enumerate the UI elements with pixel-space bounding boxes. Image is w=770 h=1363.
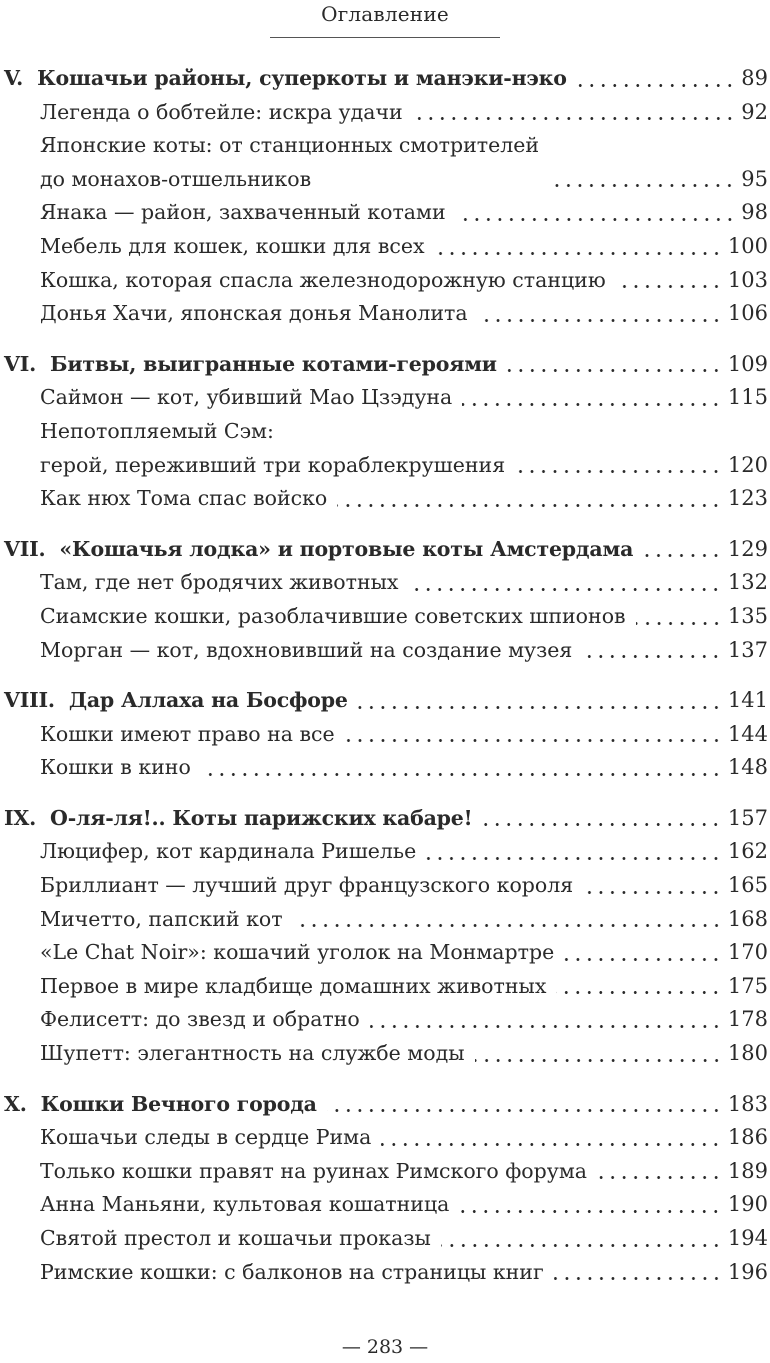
entry-title: Первое в мире кладбище домашних животных (40, 973, 547, 998)
table-of-contents (4, 62, 768, 1306)
chapter-title-text: Кошачьи районы, суперкоты и манэки-нэко (37, 66, 567, 90)
toc-entry (4, 96, 768, 130)
dot-leader (577, 84, 736, 87)
entry-title: Донья Хачи, японская донья Манолита (40, 301, 468, 326)
dot-leader (426, 857, 722, 860)
dot-leader (456, 218, 736, 221)
entry-page-number: 95 (741, 166, 768, 191)
dot-leader (636, 622, 722, 625)
entry-title: Легенда о бобтейле: искра удачи (40, 99, 403, 124)
entry-title: Только кошки правят на руинах Римского форума (40, 1158, 588, 1183)
chapter-number: V. (4, 66, 24, 90)
toc-entry (4, 1121, 768, 1155)
chapter-number: VIII. (4, 688, 55, 713)
toc-entry (4, 970, 768, 1004)
dot-leader (293, 924, 722, 927)
entry-page-number: 103 (727, 267, 768, 292)
entry-page-number: 180 (727, 1041, 768, 1066)
entry-title: «Le Chat Noir»: кошачий уголок на Монмартре (40, 940, 555, 965)
entry-title: Кошка, которая спасла железнодорожную станцию (40, 267, 606, 292)
entry-page-number: 186 (727, 1125, 768, 1150)
entry-title: Там, где нет бродячих животных (40, 570, 399, 595)
dot-leader (482, 823, 721, 826)
dot-leader (582, 655, 722, 658)
chapter-page-number: 89 (741, 66, 768, 90)
toc-entry (4, 1037, 768, 1071)
header-rule (270, 37, 500, 38)
entry-page-number: 106 (727, 301, 768, 326)
dot-leader (507, 369, 722, 372)
chapter-page-number: 109 (727, 351, 768, 376)
entry-page-number: 144 (727, 721, 768, 746)
chapter-section (4, 533, 768, 667)
toc-entry (4, 566, 768, 600)
toc-entry (4, 415, 768, 482)
entry-page-number: 123 (727, 486, 768, 511)
entry-title: Непотопляемый Сэм: герой, переживший три кораблекрушения (40, 418, 506, 477)
chapter-title (4, 348, 497, 382)
entry-page-number: 175 (727, 973, 768, 998)
chapter-title (4, 533, 633, 567)
toc-entry (4, 903, 768, 937)
toc-entry (4, 196, 768, 230)
dot-leader (583, 891, 722, 894)
entry-page-number: 165 (727, 873, 768, 898)
entry-page-number: 115 (727, 385, 768, 410)
entry-page-number: 137 (727, 637, 768, 662)
dot-leader (327, 1109, 722, 1112)
entry-page-number: 168 (727, 906, 768, 931)
chapter-title-text: «Кошачья лодка» и портовые коты Амстердама (59, 536, 634, 561)
toc-entry (4, 129, 768, 196)
chapter-number: VII. (4, 536, 46, 561)
toc-entry (4, 751, 768, 785)
entry-title: Как нюх Тома спас войско (40, 486, 328, 511)
dot-leader (462, 403, 722, 406)
toc-entry (4, 1003, 768, 1037)
chapter-title-text: Битвы, выигранные котами-героями (50, 351, 497, 376)
toc-entry (4, 1222, 768, 1256)
entry-title: Римские кошки: с балконов на страницы книг (40, 1259, 544, 1284)
dot-leader (556, 991, 722, 994)
toc-entry (4, 718, 768, 752)
dot-leader (616, 285, 722, 288)
dot-leader (337, 504, 722, 507)
dot-leader (475, 1059, 722, 1062)
chapter-page-number: 141 (727, 688, 768, 713)
entry-title: Фелисетт: до звезд и обратно (40, 1007, 360, 1032)
toc-entry (4, 297, 768, 331)
dot-leader (459, 1210, 722, 1213)
entry-page-number: 190 (727, 1192, 768, 1217)
entry-title: Кошачьи следы в сердце Рима (40, 1125, 372, 1150)
entry-title: Мебель для кошек, кошки для всех (40, 233, 425, 258)
dot-leader (478, 319, 722, 322)
dot-leader (435, 252, 722, 255)
entry-page-number: 162 (727, 839, 768, 864)
toc-entry (4, 1188, 768, 1222)
entry-page-number: 196 (727, 1259, 768, 1284)
chapter-heading (4, 802, 768, 836)
dot-leader (370, 1025, 722, 1028)
entry-page-number: 135 (727, 603, 768, 628)
chapter-heading (4, 684, 768, 718)
entry-page-number: 178 (727, 1007, 768, 1032)
entry-title: Мичетто, папский кот (40, 906, 283, 931)
entry-title: Японские коты: от станционных смотрителей до монахов-отшельников (40, 133, 540, 191)
chapter-title (4, 62, 567, 96)
dot-leader (358, 706, 722, 709)
chapter-section (4, 348, 768, 516)
chapter-page-number: 183 (727, 1091, 768, 1116)
entry-page-number: 148 (727, 755, 768, 780)
dot-leader (549, 184, 735, 187)
toc-entry (4, 835, 768, 869)
toc-entry (4, 600, 768, 634)
entry-page-number: 92 (741, 99, 768, 124)
entry-title: Янака — район, захваченный котами (40, 200, 446, 225)
chapter-heading (4, 533, 768, 567)
toc-entry (4, 1155, 768, 1189)
toc-entry (4, 264, 768, 298)
dot-leader (643, 554, 722, 557)
dot-leader (564, 958, 722, 961)
running-head-title: Оглавление (321, 2, 449, 26)
chapter-section (4, 62, 768, 331)
entry-title: Святой престол и кошачьи проказы (40, 1226, 431, 1250)
dot-leader (413, 117, 736, 120)
chapter-section (4, 684, 768, 785)
chapter-page-number: 129 (727, 536, 768, 561)
entry-title: Сиамские кошки, разоблачившие советских шпионов (40, 603, 626, 628)
dot-leader (201, 773, 722, 776)
dot-leader (345, 739, 722, 742)
entry-page-number: 189 (727, 1158, 768, 1183)
entry-page-number: 132 (727, 570, 768, 595)
chapter-title (4, 1088, 317, 1122)
entry-title: Саймон — кот, убивший Мао Цзэдуна (40, 385, 453, 410)
toc-entry (4, 869, 768, 903)
chapter-section (4, 1088, 768, 1290)
toc-entry (4, 634, 768, 668)
chapter-section (4, 802, 768, 1071)
entry-page-number: 120 (727, 452, 768, 477)
dot-leader (441, 1244, 722, 1247)
entry-page-number: 194 (727, 1226, 768, 1250)
entry-title: Морган — кот, вдохновивший на создание музея (40, 637, 573, 662)
chapter-title (4, 684, 348, 718)
chapter-number: IX. (4, 805, 37, 830)
chapter-number: VI. (4, 351, 37, 376)
chapter-title-text: О-ля-ля!.. Коты парижских кабаре! (50, 805, 473, 830)
entry-title: Кошки в кино (40, 755, 191, 780)
dot-leader (597, 1176, 722, 1179)
toc-entry (4, 381, 768, 415)
chapter-heading (4, 62, 768, 96)
entry-title: Бриллиант — лучший друг французского короля (40, 873, 574, 898)
chapter-heading (4, 1088, 768, 1122)
chapter-page-number: 157 (727, 805, 768, 830)
entry-title: Люцифер, кот кардинала Ришелье (40, 839, 417, 864)
dot-leader (515, 470, 722, 473)
chapter-heading (4, 348, 768, 382)
entry-title: Анна Маньяни, культовая кошатница (40, 1192, 450, 1217)
entry-page-number: 170 (727, 940, 768, 965)
chapter-title-text: Кошки Вечного города (40, 1091, 317, 1116)
toc-entry (4, 482, 768, 516)
entry-page-number: 98 (741, 200, 768, 225)
entry-title: Шупетт: элегантность на службе моды (40, 1041, 465, 1066)
page-number: — 283 — (341, 1336, 429, 1358)
chapter-title (4, 802, 472, 836)
toc-entry (4, 230, 768, 264)
chapter-title-text: Дар Аллаха на Босфоре (68, 688, 348, 713)
entry-page-number: 100 (727, 233, 768, 258)
dot-leader (381, 1143, 722, 1146)
entry-title: Кошки имеют право на все (40, 721, 335, 746)
toc-entry (4, 936, 768, 970)
dot-leader (408, 588, 721, 591)
toc-entry (4, 1256, 768, 1290)
dot-leader (554, 1277, 722, 1280)
chapter-number: X. (4, 1091, 27, 1116)
